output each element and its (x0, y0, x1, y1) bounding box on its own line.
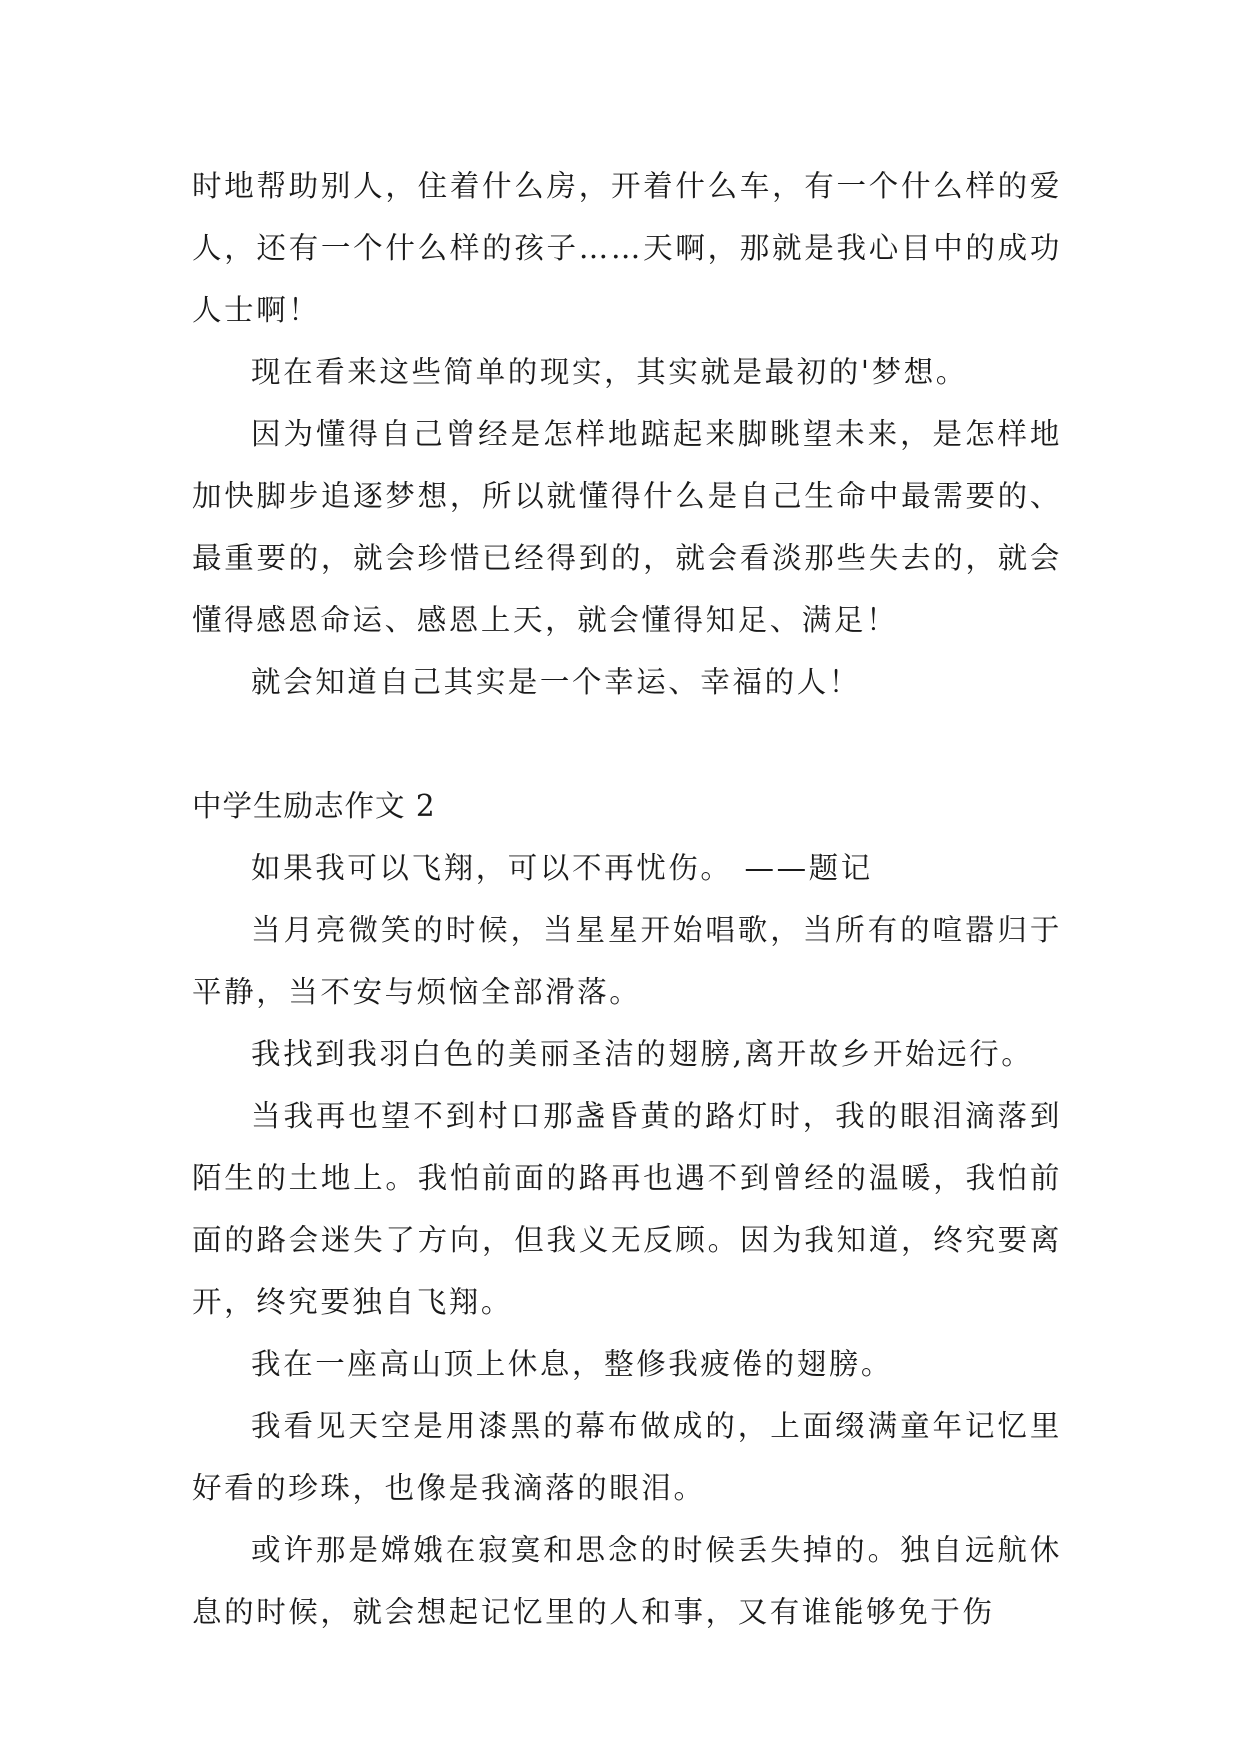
paragraph: 当月亮微笑的时候，当星星开始唱歌，当所有的喧嚣归于平静，当不安与烦恼全部滑落。 (192, 913, 1062, 1009)
paragraph: 我在一座高山顶上休息，整修我疲倦的翅膀。 (251, 1347, 894, 1381)
paragraph: 我看见天空是用漆黑的幕布做成的，上面缀满童年记忆里好看的珍珠，也像是我滴落的眼泪。 (192, 1409, 1062, 1505)
epigraph: 如果我可以飞翔，可以不再忧伤。 ——题记 (251, 851, 873, 885)
document-page (192, 155, 1062, 1643)
paragraph: 现在看来这些简单的现实，其实就是最初的'梦想。 (251, 355, 968, 389)
paragraph: 因为懂得自己曾经是怎样地踮起来脚眺望未来，是怎样地加快脚步追逐梦想，所以就懂得什么是自己生命中最需要的、最重要的，就会珍惜已经得到的，就会看淡那些失去的，就会懂得感恩命运、感恩上天，就会懂得知足、满足！ (192, 417, 1062, 637)
paragraph: 或许那是嫦娥在寂寞和思念的时候丢失掉的。独自远航休息的时候，就会想起记忆里的人和事，又有谁能够免于伤 (192, 1533, 1062, 1629)
paragraph: 我找到我羽白色的美丽圣洁的翅膀,离开故乡开始远行。 (251, 1037, 1034, 1071)
section-title: 中学生励志作文 2 (192, 789, 436, 823)
paragraph: 就会知道自己其实是一个幸运、幸福的人！ (251, 665, 861, 699)
paragraph: 当我再也望不到村口那盏昏黄的路灯时，我的眼泪滴落到陌生的土地上。我怕前面的路再也遇不到曾经的温暖，我怕前面的路会迷失了方向，但我义无反顾。因为我知道，终究要离开，终究要独自飞翔。 (192, 1099, 1062, 1319)
paragraph-continuation: 时地帮助别人，住着什么房，开着什么车，有一个什么样的爱人，还有一个什么样的孩子……天啊，那就是我心目中的成功人士啊！ (192, 169, 1062, 327)
